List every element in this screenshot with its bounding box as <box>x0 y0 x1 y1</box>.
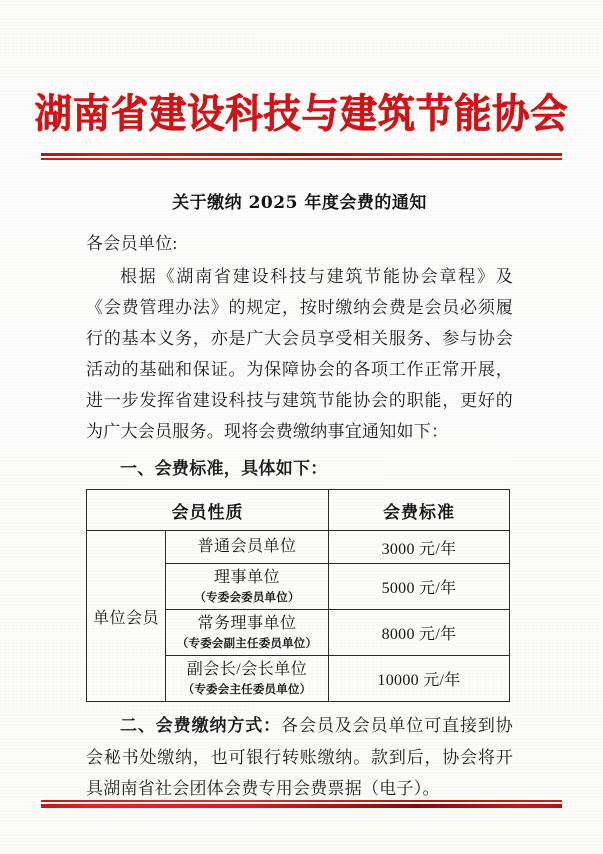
salutation: 各会员单位: <box>86 234 178 253</box>
organization-title: 湖南省建设科技与建筑节能协会 <box>34 90 569 137</box>
footer-divider <box>41 800 562 808</box>
letterhead-divider-top <box>41 153 562 160</box>
section-2-paragraph <box>86 710 513 804</box>
table-cell-kind <box>166 656 329 702</box>
section-1-heading <box>86 453 513 485</box>
table-header-row <box>87 490 510 531</box>
table-cell-kind <box>166 564 329 610</box>
letterhead <box>0 88 603 140</box>
body-paragraph-1: 根据《湖南省建设科技与建筑节能协会章程》及《会费管理办法》的规定，按时缴纳会费是会员必须履行的基本义务，亦是广大会员享受相关服务、参与协会活动的基础和保证。为保障协会的各项工作正常开展，进一步发挥省建设科技与建筑节能协会的职能，更好的为广大会员服务。现将会费缴纳事宜通知如下： <box>86 267 513 441</box>
footer-rule-thick <box>41 804 562 808</box>
section-1-heading-text: 一、会费标准，具体如下： <box>120 459 328 479</box>
table-row <box>87 531 510 564</box>
table-cell-fee: 10000 元/年 <box>329 656 510 702</box>
table-cell-kind-note: （专委会副主任委员单位） <box>176 636 318 650</box>
table-cell-kind <box>166 610 329 656</box>
section-2-text: 各会员及会员单位可直接到协会秘书处缴纳，也可银行转账缴纳。款到后，协会将开具湖南省社会团体会费专用会费票据（电子）。 <box>86 716 514 798</box>
table-cell-fee: 8000 元/年 <box>329 610 510 656</box>
table-cell-group-label: 单位会员 <box>87 531 166 702</box>
fee-standard-table <box>86 489 510 702</box>
table-cell-kind-main: 常务理事单位 <box>197 615 297 632</box>
section-2-label: 二、会费缴纳方式： <box>120 716 282 736</box>
table-cell-kind-note: （专委会主任委员单位） <box>182 682 312 696</box>
table-header-standard: 会费标准 <box>329 490 510 531</box>
table-cell-kind-main: 普通会员单位 <box>197 538 297 555</box>
table-cell-kind-note: （专委会委员单位） <box>194 590 300 604</box>
table-cell-fee: 5000 元/年 <box>329 564 510 610</box>
document-body <box>86 190 513 804</box>
document-subtitle: 关于缴纳 2025 年度会费的通知 <box>172 193 427 213</box>
table-cell-kind <box>166 531 329 564</box>
table-cell-fee: 3000 元/年 <box>329 531 510 564</box>
letterhead-rule-thin <box>41 158 562 160</box>
table-cell-kind-main: 副会长/会长单位 <box>186 661 308 678</box>
table-header-nature: 会员性质 <box>87 490 329 531</box>
table-cell-kind-main: 理事单位 <box>213 569 280 586</box>
